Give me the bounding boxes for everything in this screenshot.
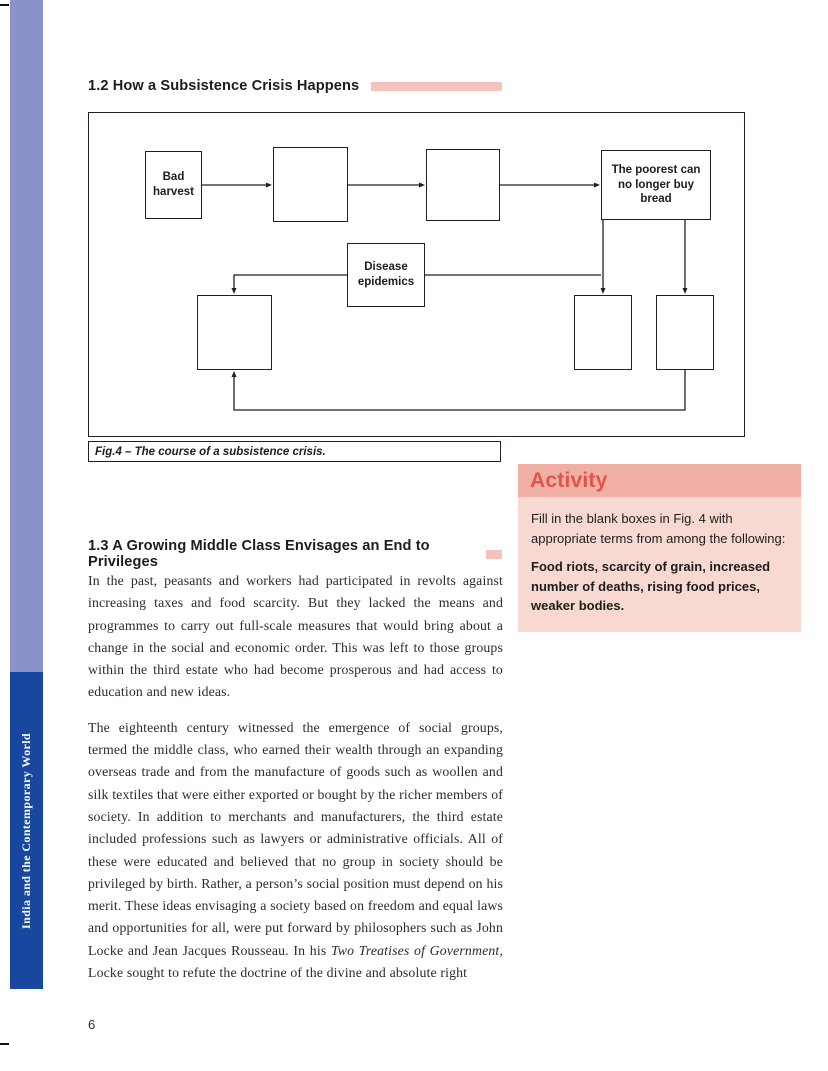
activity-body [518, 497, 801, 632]
crop-mark-top [0, 4, 9, 6]
activity-terms: Food riots, scarcity of grain, increased number of deaths, rising food prices, weaker bodies. [531, 559, 771, 613]
sidebar-vertical-label: India and the Contemporary World [19, 732, 33, 929]
paragraph-2-text-end: Locke sought to refute the doctrine of the divine and absolute right [88, 965, 468, 981]
flow-box-blank-5 [197, 295, 272, 370]
section-1-3-heading [88, 538, 502, 570]
activity-intro: Fill in the blank boxes in Fig. 4 with appropriate terms from among the following: [531, 511, 786, 546]
flow-box-disease-epidemics-label: Disease epidemics [357, 261, 415, 288]
section-1-2-heading-text: 1.2 How a Subsistence Crisis Happens [88, 78, 360, 94]
sidebar-dark-panel [10, 672, 43, 989]
flow-box-bad-harvest [145, 151, 202, 219]
paragraph-1: In the past, peasants and workers had participated in revolts against increasing taxes and food scarcity. But they lacked the means and programmes to carry out full-scale measures that would bring about a change in the social and economic order. This was left to those groups within the third estate who had become prosperous and had access to education and new ideas. [88, 573, 503, 700]
activity-panel [518, 464, 801, 632]
figure-diagram [88, 112, 745, 437]
flow-box-blank-1 [273, 147, 348, 222]
paragraph-2 [88, 717, 503, 985]
figure-caption-text: Fig.4 – The course of a subsistence crisis. [95, 445, 326, 458]
activity-header [518, 464, 801, 497]
activity-title: Activity [530, 468, 608, 492]
crop-mark-bottom [0, 1043, 9, 1045]
flow-box-poorest-label: The poorest can no longer buy bread [611, 163, 701, 206]
figure-caption [88, 441, 501, 462]
flow-box-poorest [601, 150, 711, 220]
flow-box-blank-4 [656, 295, 714, 370]
book-title-italic: Two Treatises of Government, [330, 942, 503, 958]
flow-box-disease-epidemics [347, 243, 425, 307]
flow-box-blank-2 [426, 149, 500, 221]
section-1-2-heading [88, 78, 502, 94]
paragraph-2-text: The eighteenth century witnessed the emergence of social groups, termed the middle class, who earned their wealth through an expanding overseas trade and from the manufacture of goods such as woollen and silk textiles that were either exported or bought by the richer members of society. In addition to merchants and manufacturers, the third estate included professions such as lawyers or administrative officials. All of these were educated and believed that no group in society should be privileged by birth. Rather, a person’s social position must depend on his merit. These ideas envisaging a society based on freedom and equal laws and opportunities for all, were put forward by philosophers such as John Locke and Jean Jacques Rousseau. In his [88, 719, 503, 958]
heading-accent-bar-1-2 [371, 82, 502, 91]
heading-accent-bar-1-3 [486, 550, 502, 559]
sidebar-bar [10, 0, 43, 989]
body-text-column [88, 570, 503, 997]
flow-box-blank-3 [574, 295, 632, 370]
page-number: 6 [88, 1017, 96, 1032]
flow-box-bad-harvest-label: Bad harvest [153, 171, 194, 198]
section-1-3-heading-text: 1.3 A Growing Middle Class Envisages an End to Privileges [88, 538, 430, 570]
